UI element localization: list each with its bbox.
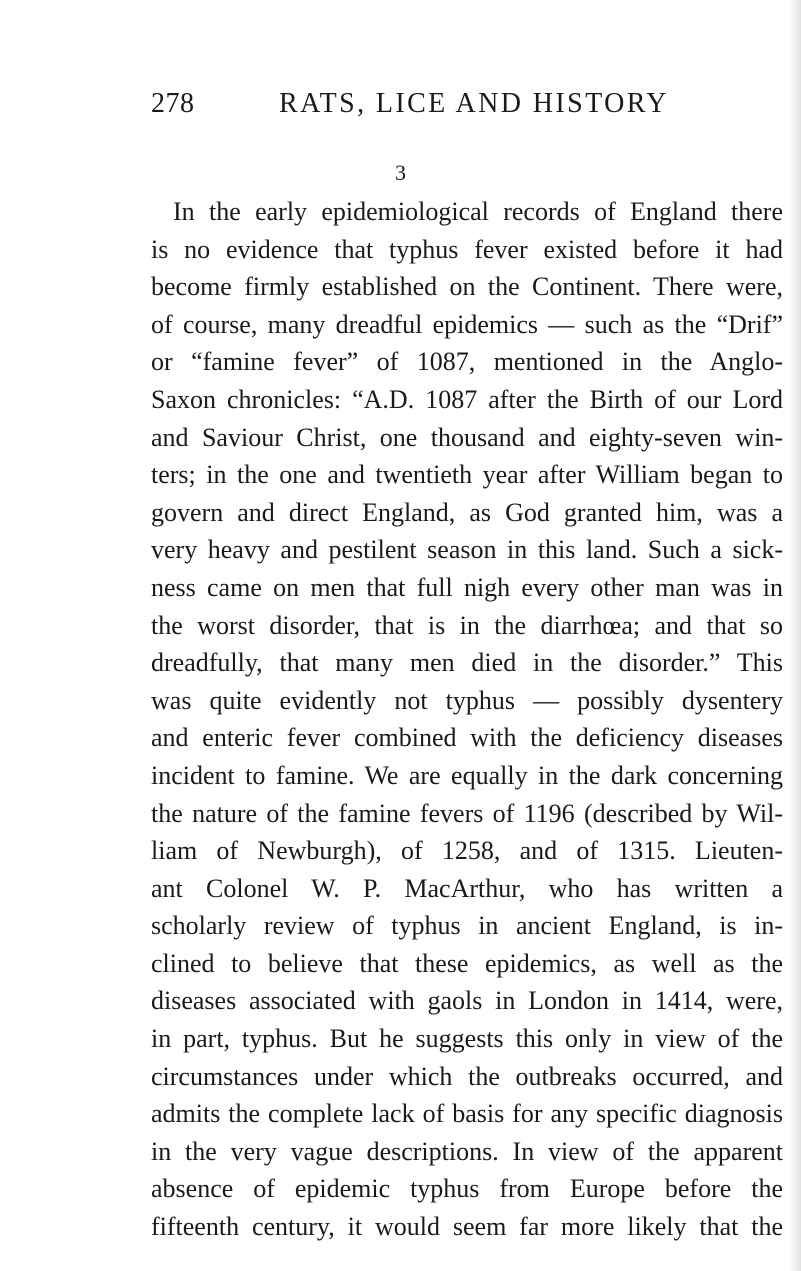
body-line: admits the complete lack of basis for any specific diagnosis <box>151 1099 783 1129</box>
body-line: the worst disorder, that is in the diarrhœa; and that so <box>151 610 783 640</box>
body-line: liam of Newburgh), of 1258, and of 1315. Lieuten- <box>151 836 783 866</box>
body-line: of course, many dreadful epidemics — such as the “Drif” <box>151 309 783 339</box>
body-line: In the early epidemiological records of England there <box>173 197 783 226</box>
page-edge-shadow <box>789 0 801 1271</box>
body-line: ness came on men that full nigh every other man was in <box>151 572 783 602</box>
body-line: ters; in the one and twentieth year after William began to <box>151 460 783 490</box>
running-head <box>151 88 691 124</box>
body-line: become firmly established on the Continent. There were, <box>151 272 783 302</box>
body-line: ant Colonel W. P. MacArthur, who has written a <box>151 873 783 903</box>
body-line: circumstances under which the outbreaks occurred, and <box>151 1061 783 1091</box>
body-line: absence of epidemic typhus from Europe before the <box>151 1174 783 1204</box>
body-line: is no evidence that typhus fever existed before it had <box>151 234 783 264</box>
body-line: dreadfully, that many men died in the disorder.” This <box>151 648 783 678</box>
body-line: diseases associated with gaols in London in 1414, were, <box>151 986 783 1016</box>
body-line: scholarly review of typhus in ancient England, is in- <box>151 911 783 941</box>
body-line: govern and direct England, as God granted him, was a <box>151 497 783 527</box>
body-line: was quite evidently not typhus — possibly dysentery <box>151 685 783 715</box>
body-line: the nature of the famine fevers of 1196 (described by Wil- <box>151 798 783 828</box>
body-line: and enteric fever combined with the deficiency diseases <box>151 723 783 753</box>
page-number: 278 <box>151 88 195 119</box>
body-line: Saxon chronicles: “A.D. 1087 after the Birth of our Lord <box>151 384 783 414</box>
body-line: clined to believe that these epidemics, as well as the <box>151 948 783 978</box>
section-number: 3 <box>395 160 406 185</box>
body-line: fifteenth century, it would seem far more likely that the <box>151 1212 783 1242</box>
body-line: in the very vague descriptions. In view of the apparent <box>151 1136 783 1166</box>
body-line: or “famine fever” of 1087, mentioned in the Anglo- <box>151 347 783 377</box>
body-line: in part, typhus. But he suggests this only in view of the <box>151 1024 783 1054</box>
body-line: very heavy and pestilent season in this land. Such a sick- <box>151 535 783 565</box>
body-line: and Saviour Christ, one thousand and eighty-seven win- <box>151 422 783 452</box>
running-title: RATS, LICE AND HISTORY <box>279 88 669 119</box>
body-paragraph <box>151 193 783 1246</box>
body-line: incident to famine. We are equally in the dark concerning <box>151 760 783 790</box>
